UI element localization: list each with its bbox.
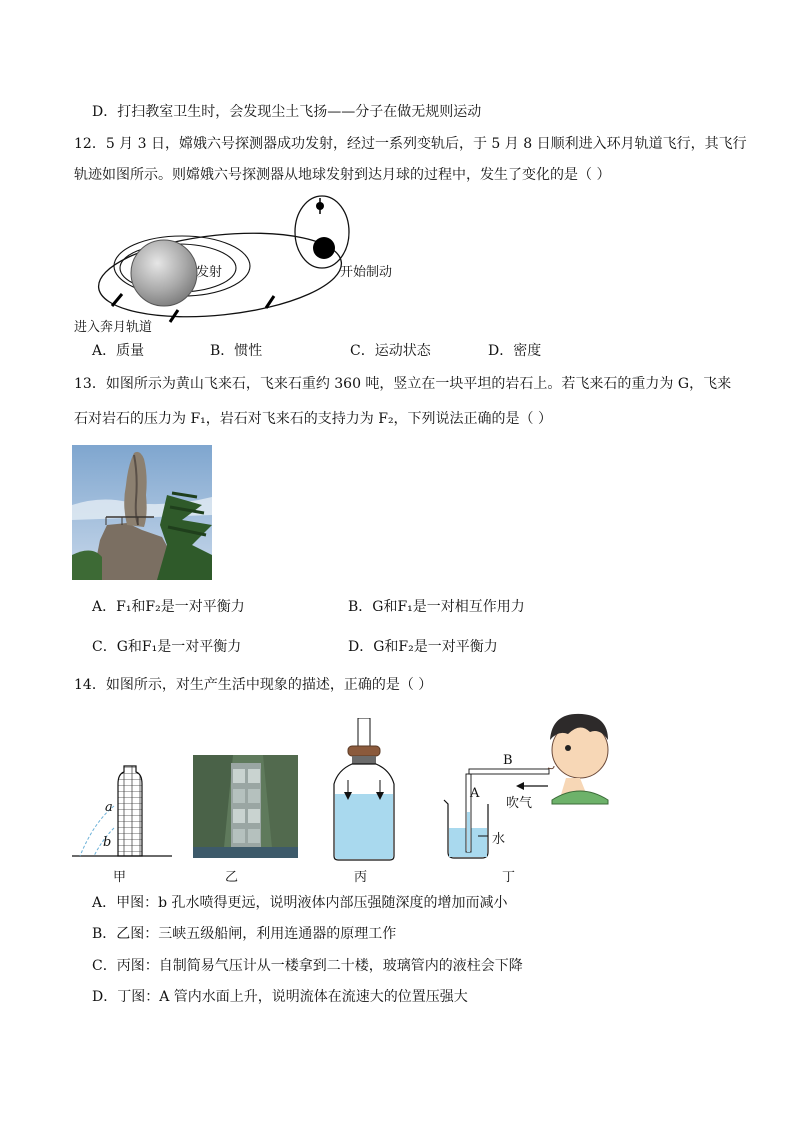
label-tube-b: B (503, 753, 513, 768)
q12-option-a: A．质量 (92, 343, 145, 359)
q13-option-b: B．G和F₁是一对相互作用力 (348, 599, 525, 615)
label-blow: 吹气 (506, 796, 533, 811)
q13-stem-line1: 13．如图所示为黄山飞来石，飞来石重约 360 吨，竖立在一块平坦的岩石上。若飞来石的重力为 G，飞来 (74, 376, 732, 392)
q13-option-c: C．G和F₁是一对平衡力 (92, 639, 242, 655)
q14-option-d: D．丁图：A 管内水面上升，说明流体在流速大的位置压强大 (92, 989, 468, 1005)
q12-option-b: B．惯性 (210, 343, 263, 359)
q12-option-c: C．运动状态 (350, 343, 431, 359)
earth (131, 240, 197, 306)
label-hole-a: a (105, 800, 113, 815)
orbit-tick-1 (112, 294, 122, 306)
moon (313, 237, 335, 259)
q14-stem: 14．如图所示，对生产生活中现象的描述，正确的是（ ） (74, 677, 433, 693)
q12-stem-line1: 12．5 月 3 日，嫦娥六号探测器成功发射，经过一系列变轨后，于 5 月 8 日顺利进入环月轨道飞行，其飞行 (74, 136, 747, 152)
caption-ding: 丁 (502, 870, 516, 885)
q13-stem-line2: 石对岩石的压力为 F₁，岩石对飞来石的支持力为 F₂，下列说法正确的是（ ） (74, 411, 553, 427)
fig-jia-container (72, 762, 177, 862)
q14-option-b: B．乙图：三峡五级船闸，利用连通器的原理工作 (92, 926, 397, 942)
label-water: 水 (492, 832, 506, 847)
q14-option-c: C．丙图：自制简易气压计从一楼拿到二十楼，玻璃管内的液柱会下降 (92, 958, 523, 974)
caption-jia: 甲 (113, 870, 127, 885)
fig-ding-blowing (440, 700, 615, 865)
q12-stem-line2: 轨迹如图所示。则嫦娥六号探测器从地球发射到达月球的过程中，发生了变化的是（ ） (74, 167, 611, 183)
fig-yi-shiplock-photo (193, 755, 298, 858)
q13-option-d: D．G和F₂是一对平衡力 (348, 639, 498, 655)
q11-option-d: D．打扫教室卫生时，会发现尘土飞扬——分子在做无规则运动 (92, 104, 482, 120)
feilai-rock-photo (72, 445, 212, 580)
label-launch: 发射 (196, 265, 223, 280)
q13-option-a: A．F₁和F₂是一对平衡力 (92, 599, 245, 615)
caption-bing: 丙 (354, 870, 368, 885)
label-tube-a: A (470, 786, 480, 801)
label-hole-b: b (103, 835, 112, 850)
q14-option-a: A．甲图：b 孔水喷得更远，说明液体内部压强随深度的增加而减小 (92, 895, 508, 911)
label-transfer: 进入奔月轨道 (74, 320, 153, 335)
caption-yi: 乙 (225, 870, 239, 885)
fig-bing-barometer (328, 718, 400, 863)
label-brake: 开始制动 (340, 265, 393, 280)
q12-option-d: D．密度 (488, 343, 542, 359)
